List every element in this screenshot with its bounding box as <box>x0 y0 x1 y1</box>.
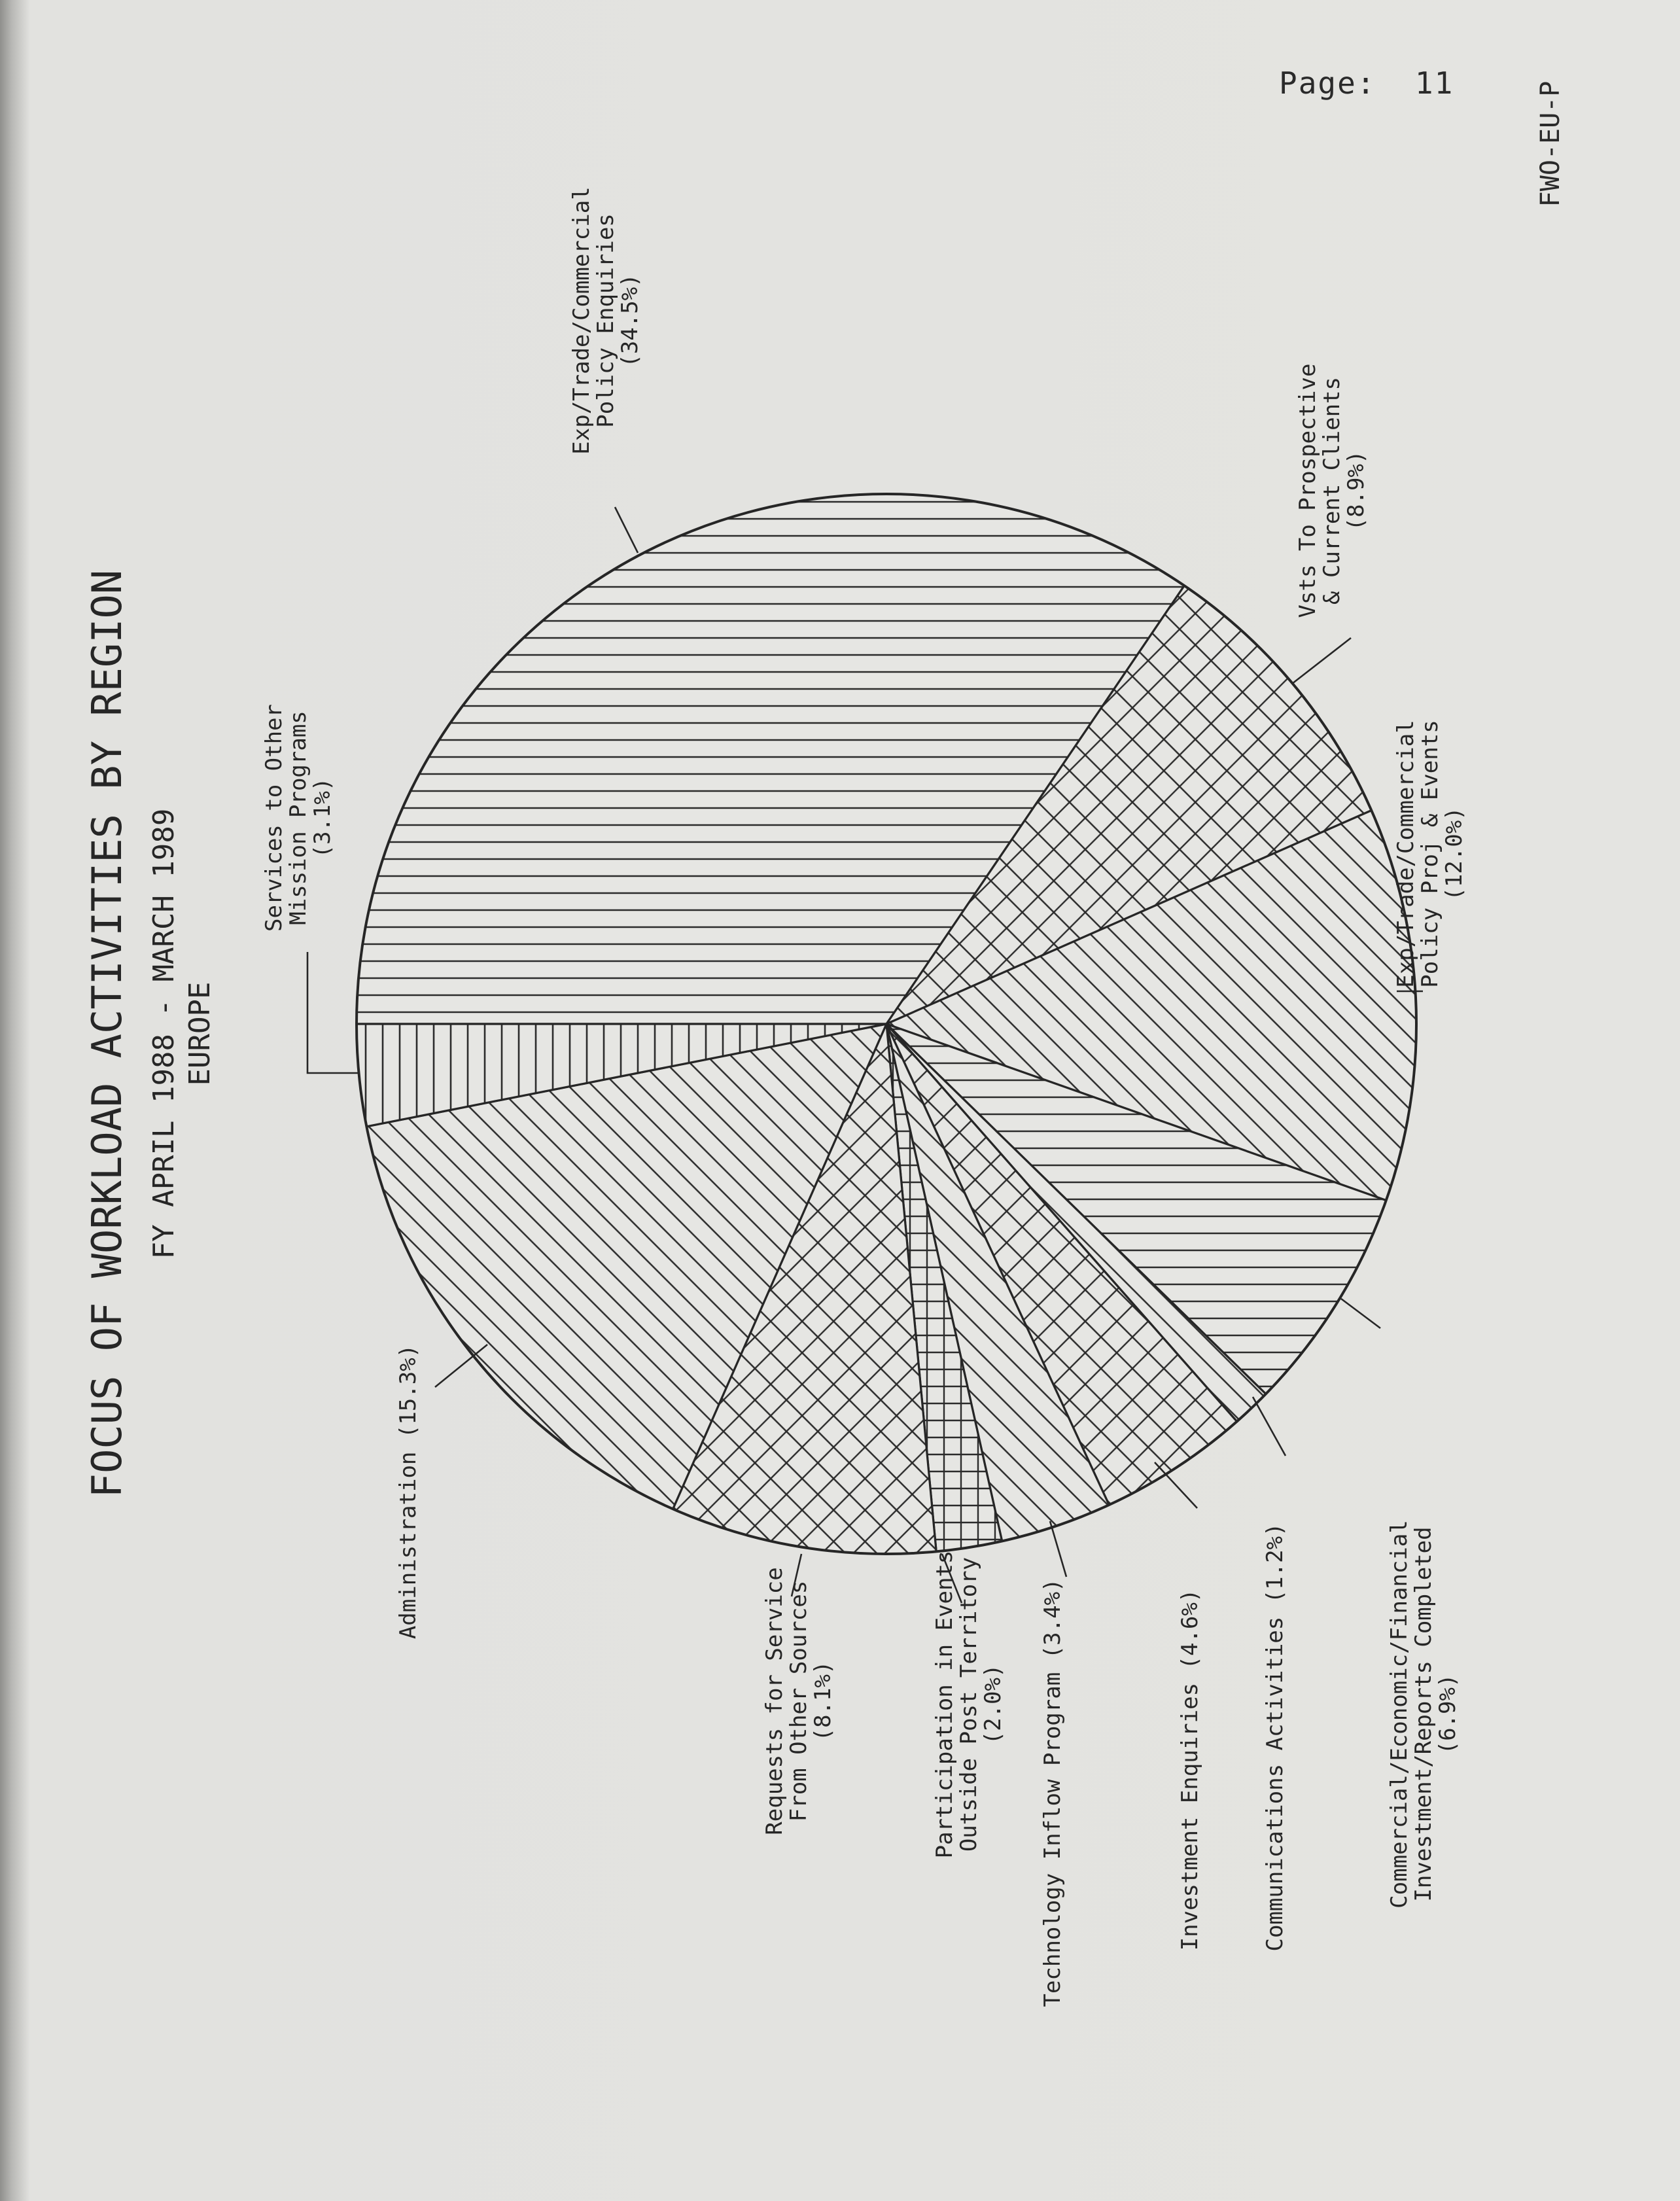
slice-label-8-line-1: Participation in Events <box>932 1550 958 1859</box>
page-label: Page: <box>1279 65 1376 101</box>
page-number-value: 11 <box>1414 65 1454 101</box>
slice-label-5-line-1: Communications Activities (1.2%) <box>1262 1523 1288 1952</box>
slice-label-3-line-1: Exp/Trade/Commercial <box>1393 720 1419 988</box>
slice-label-8 <box>932 1551 1006 1859</box>
leader-line-11 <box>307 952 360 1073</box>
slice-label-4-line-3: (6.9%) <box>1435 1674 1461 1755</box>
slice-label-11-line-2: Mission Programs <box>285 711 311 925</box>
slice-label-10-line-1: Administration (15.3%) <box>395 1344 421 1640</box>
slice-label-5 <box>1262 1523 1288 1951</box>
slice-label-11-line-1: Services to Other <box>261 704 287 932</box>
slice-label-4-line-1: Commercial/Economic/Financial <box>1386 1520 1412 1909</box>
document-code: FWO-EU-P <box>1535 80 1566 207</box>
slice-label-1 <box>569 186 643 454</box>
chart-subtitle <box>147 809 181 1259</box>
slice-label-1-line-1: Exp/Trade/Commercial <box>569 186 595 455</box>
chart-region <box>183 982 217 1086</box>
slice-label-11-line-3: (3.1%) <box>309 777 336 858</box>
slice-label-9-line-1: Requests for Service <box>761 1567 788 1835</box>
slice-label-4 <box>1386 1520 1461 1909</box>
slice-label-9-line-2: From Other Sources <box>786 1580 812 1822</box>
slice-label-3 <box>1393 720 1467 987</box>
leader-line-10 <box>435 1345 487 1387</box>
slice-label-4-line-2: Investment/Reports Completed <box>1410 1526 1437 1902</box>
slice-label-6 <box>1177 1589 1203 1951</box>
slice-label-3-line-2: Policy Proj & Events <box>1417 720 1443 988</box>
slice-label-9 <box>761 1567 836 1835</box>
leader-line-1 <box>615 507 638 553</box>
slice-label-9-line-3: (8.1%) <box>810 1661 836 1742</box>
slice-label-3-line-3: (12.0%) <box>1441 807 1467 901</box>
slice-label-11 <box>261 704 336 932</box>
chart-subtitle-line-1: FY APRIL 1988 - MARCH 1989 <box>147 808 181 1259</box>
leader-line-7 <box>1050 1521 1066 1577</box>
slice-label-7-line-1: Technology Inflow Program (3.4%) <box>1040 1578 1066 2007</box>
slice-label-2 <box>1295 364 1369 618</box>
slice-label-2-line-1: Vsts To Prospective <box>1295 363 1321 618</box>
slice-label-8-line-3: (2.0%) <box>980 1664 1006 1745</box>
leader-line-5 <box>1253 1397 1286 1456</box>
leader-line-2 <box>1292 638 1351 684</box>
slice-label-10 <box>395 1345 421 1639</box>
chart-region-line-1: EUROPE <box>183 981 217 1086</box>
slice-label-2-line-2: & Current Clients <box>1319 377 1345 605</box>
slice-label-2-line-3: (8.9%) <box>1343 450 1369 531</box>
slice-label-1-line-3: (34.5%) <box>617 273 643 368</box>
slice-label-6-line-1: Investment Enquiries (4.6%) <box>1177 1589 1203 1951</box>
chart-title-line-1: FOCUS OF WORKLOAD ACTIVITIES BY REGION <box>83 569 131 1498</box>
slice-label-8-line-2: Outside Post Territory <box>956 1557 982 1852</box>
slice-label-7 <box>1040 1578 1066 2007</box>
leader-line-4 <box>1341 1299 1380 1328</box>
chart-title <box>83 570 131 1498</box>
slice-label-1-line-2: Policy Enquiries <box>593 213 619 428</box>
